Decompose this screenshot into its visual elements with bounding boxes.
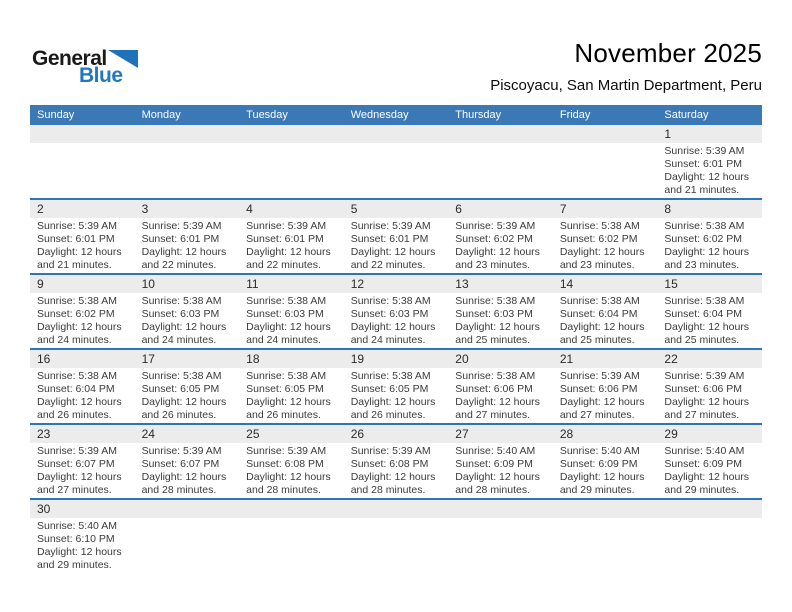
week-row-4	[30, 348, 762, 423]
day-number-empty	[135, 500, 240, 518]
day-details-row	[30, 143, 762, 198]
sunrise-text: Sunrise: 5:39 AM	[559, 370, 640, 382]
daylight-text: Daylight: 12 hours and 24 minutes.	[350, 321, 436, 346]
daylight-text: Daylight: 12 hours and 23 minutes.	[455, 246, 540, 271]
day-cell-6	[448, 218, 553, 273]
day-cell-14	[553, 293, 658, 348]
weekday-header-saturday: Saturday	[664, 109, 709, 121]
daylight-text: Daylight: 12 hours and 27 minutes.	[664, 396, 750, 421]
sunset-text: Sunset: 6:10 PM	[37, 533, 115, 545]
day-number-16: 16	[37, 352, 51, 366]
daylight-text: Daylight: 12 hours and 29 minutes.	[559, 471, 645, 496]
sunrise-text: Sunrise: 5:38 AM	[664, 220, 745, 232]
day-number-13: 13	[455, 277, 469, 291]
day-number-18: 18	[246, 352, 260, 366]
weekday-header-wednesday: Wednesday	[350, 109, 409, 121]
day-number-3: 3	[141, 202, 149, 216]
sunrise-text: Sunrise: 5:38 AM	[37, 295, 117, 307]
weekday-header-sunday: Sunday	[37, 109, 75, 121]
sunset-text: Sunset: 6:01 PM	[246, 233, 324, 245]
daylight-text: Daylight: 12 hours and 24 minutes.	[141, 321, 227, 346]
day-cell-17	[135, 368, 240, 423]
day-cell-empty	[657, 518, 762, 573]
day-cell-empty	[135, 143, 240, 198]
sunset-text: Sunset: 6:02 PM	[559, 233, 638, 245]
logo-text-general: General	[32, 47, 107, 70]
day-cell-19	[344, 368, 449, 423]
day-cell-15	[657, 293, 762, 348]
daylight-text: Daylight: 12 hours and 28 minutes.	[246, 471, 331, 496]
sunset-text: Sunset: 6:09 PM	[559, 458, 638, 470]
day-number-30: 30	[37, 502, 51, 516]
sunrise-text: Sunrise: 5:39 AM	[664, 145, 745, 157]
day-number-empty	[344, 500, 449, 518]
day-cell-empty	[344, 518, 449, 573]
daylight-text: Daylight: 12 hours and 27 minutes.	[455, 396, 540, 421]
sunset-text: Sunset: 6:04 PM	[664, 308, 743, 320]
daylight-text: Daylight: 12 hours and 21 minutes.	[664, 171, 750, 196]
daylight-text: Daylight: 12 hours and 26 minutes.	[37, 396, 122, 421]
sunrise-text: Sunrise: 5:39 AM	[455, 220, 536, 232]
day-number-1: 1	[664, 127, 672, 141]
day-number-6: 6	[455, 202, 462, 216]
title-block	[490, 38, 762, 94]
sunset-text: Sunset: 6:05 PM	[141, 383, 220, 395]
daylight-text: Daylight: 12 hours and 28 minutes.	[141, 471, 227, 496]
day-cell-26	[344, 443, 449, 498]
day-cell-empty	[30, 143, 135, 198]
sunrise-text: Sunrise: 5:39 AM	[246, 220, 327, 232]
sunset-text: Sunset: 6:02 PM	[37, 308, 115, 320]
day-cell-empty	[553, 518, 658, 573]
day-number-band	[30, 125, 762, 143]
day-cell-1	[657, 143, 762, 198]
general-blue-logo	[32, 48, 162, 86]
sunrise-text: Sunrise: 5:38 AM	[246, 370, 327, 382]
day-number-2: 2	[37, 202, 44, 216]
page-header	[30, 38, 762, 100]
daylight-text: Daylight: 12 hours and 27 minutes.	[37, 471, 122, 496]
day-number-7: 7	[559, 202, 567, 216]
sunrise-text: Sunrise: 5:39 AM	[664, 370, 745, 382]
sunrise-text: Sunrise: 5:38 AM	[455, 370, 536, 382]
day-number-9: 9	[37, 277, 44, 291]
daylight-text: Daylight: 12 hours and 21 minutes.	[37, 246, 122, 271]
day-number-empty	[30, 125, 135, 143]
sunset-text: Sunset: 6:02 PM	[455, 233, 533, 245]
calendar-weeks	[30, 125, 762, 573]
day-number-band	[30, 200, 762, 218]
day-cell-4	[239, 218, 344, 273]
sunrise-text: Sunrise: 5:40 AM	[559, 445, 640, 457]
day-number-empty	[448, 125, 553, 143]
day-number-11: 11	[246, 277, 259, 291]
week-row-2	[30, 198, 762, 273]
day-number-empty	[344, 125, 449, 143]
day-cell-18	[239, 368, 344, 423]
day-number-15: 15	[664, 277, 678, 291]
day-details-row	[30, 368, 762, 423]
weekday-header-tuesday: Tuesday	[246, 109, 288, 121]
sunrise-text: Sunrise: 5:38 AM	[455, 295, 536, 307]
day-number-20: 20	[455, 352, 469, 366]
day-cell-22	[657, 368, 762, 423]
sunset-text: Sunset: 6:09 PM	[664, 458, 743, 470]
day-number-12: 12	[350, 277, 365, 291]
weekday-header-row	[30, 105, 762, 125]
logo-text-blue: Blue	[79, 64, 123, 87]
day-cell-25	[239, 443, 344, 498]
sunset-text: Sunset: 6:04 PM	[559, 308, 638, 320]
day-number-empty	[239, 125, 344, 143]
sunset-text: Sunset: 6:07 PM	[141, 458, 220, 470]
day-cell-empty	[239, 518, 344, 573]
day-number-empty	[239, 500, 344, 518]
day-details-row	[30, 293, 762, 348]
sunset-text: Sunset: 6:01 PM	[350, 233, 429, 245]
sunrise-text: Sunrise: 5:39 AM	[350, 445, 431, 457]
day-number-empty	[657, 500, 762, 518]
day-number-band	[30, 350, 762, 368]
sunset-text: Sunset: 6:03 PM	[455, 308, 533, 320]
sunrise-text: Sunrise: 5:39 AM	[246, 445, 327, 457]
day-details-row	[30, 443, 762, 498]
day-number-25: 25	[246, 427, 260, 441]
day-cell-empty	[135, 518, 240, 573]
day-number-empty	[553, 125, 658, 143]
sunrise-text: Sunrise: 5:39 AM	[37, 220, 117, 232]
week-row-3	[30, 273, 762, 348]
day-number-empty	[553, 500, 658, 518]
day-cell-8	[657, 218, 762, 273]
sunset-text: Sunset: 6:08 PM	[350, 458, 429, 470]
day-number-23: 23	[37, 427, 51, 441]
sunrise-text: Sunrise: 5:38 AM	[141, 295, 222, 307]
daylight-text: Daylight: 12 hours and 29 minutes.	[664, 471, 750, 496]
day-cell-empty	[553, 143, 658, 198]
sunset-text: Sunset: 6:01 PM	[664, 158, 743, 170]
day-number-29: 29	[664, 427, 678, 441]
sunset-text: Sunset: 6:06 PM	[559, 383, 638, 395]
week-row-5	[30, 423, 762, 498]
calendar-grid	[30, 105, 762, 573]
sunset-text: Sunset: 6:03 PM	[350, 308, 429, 320]
sunset-text: Sunset: 6:05 PM	[246, 383, 324, 395]
sunset-text: Sunset: 6:01 PM	[37, 233, 115, 245]
sunrise-text: Sunrise: 5:38 AM	[664, 295, 745, 307]
sunset-text: Sunset: 6:06 PM	[455, 383, 533, 395]
day-number-26: 26	[350, 427, 365, 441]
day-number-band	[30, 500, 762, 518]
day-cell-empty	[448, 143, 553, 198]
daylight-text: Daylight: 12 hours and 22 minutes.	[246, 246, 331, 271]
daylight-text: Daylight: 12 hours and 23 minutes.	[559, 246, 645, 271]
week-row-6	[30, 498, 762, 573]
day-cell-27	[448, 443, 553, 498]
sunset-text: Sunset: 6:02 PM	[664, 233, 743, 245]
day-cell-10	[135, 293, 240, 348]
day-cell-30	[30, 518, 135, 573]
sunset-text: Sunset: 6:08 PM	[246, 458, 324, 470]
sunset-text: Sunset: 6:03 PM	[246, 308, 324, 320]
week-row-1	[30, 125, 762, 198]
day-number-5: 5	[350, 202, 358, 216]
day-number-14: 14	[559, 277, 574, 291]
day-number-19: 19	[350, 352, 365, 366]
sunset-text: Sunset: 6:07 PM	[37, 458, 115, 470]
day-cell-2	[30, 218, 135, 273]
month-title: November 2025	[574, 38, 762, 68]
sunrise-text: Sunrise: 5:40 AM	[664, 445, 745, 457]
sunset-text: Sunset: 6:03 PM	[141, 308, 220, 320]
daylight-text: Daylight: 12 hours and 22 minutes.	[141, 246, 227, 271]
sunrise-text: Sunrise: 5:40 AM	[37, 520, 117, 532]
day-cell-29	[657, 443, 762, 498]
day-cell-20	[448, 368, 553, 423]
day-cell-12	[344, 293, 449, 348]
day-number-28: 28	[559, 427, 574, 441]
day-number-24: 24	[141, 427, 155, 441]
sunset-text: Sunset: 6:04 PM	[37, 383, 115, 395]
day-number-17: 17	[141, 352, 155, 366]
daylight-text: Daylight: 12 hours and 28 minutes.	[350, 471, 436, 496]
day-number-empty	[135, 125, 240, 143]
day-cell-9	[30, 293, 135, 348]
day-number-10: 10	[141, 277, 155, 291]
daylight-text: Daylight: 12 hours and 26 minutes.	[246, 396, 331, 421]
day-cell-21	[553, 368, 658, 423]
sunrise-text: Sunrise: 5:39 AM	[141, 445, 222, 457]
weekday-header-thursday: Thursday	[455, 109, 502, 121]
day-cell-24	[135, 443, 240, 498]
sunset-text: Sunset: 6:01 PM	[141, 233, 220, 245]
day-cell-28	[553, 443, 658, 498]
daylight-text: Daylight: 12 hours and 26 minutes.	[350, 396, 436, 421]
sunrise-text: Sunrise: 5:38 AM	[350, 370, 431, 382]
daylight-text: Daylight: 12 hours and 22 minutes.	[350, 246, 436, 271]
day-number-21: 21	[559, 352, 574, 366]
sunrise-text: Sunrise: 5:38 AM	[141, 370, 222, 382]
day-number-8: 8	[664, 202, 672, 216]
sunrise-text: Sunrise: 5:39 AM	[141, 220, 222, 232]
daylight-text: Daylight: 12 hours and 26 minutes.	[141, 396, 227, 421]
day-number-4: 4	[246, 202, 253, 216]
sunset-text: Sunset: 6:06 PM	[664, 383, 743, 395]
sunrise-text: Sunrise: 5:38 AM	[350, 295, 431, 307]
day-details-row	[30, 518, 762, 573]
daylight-text: Daylight: 12 hours and 23 minutes.	[664, 246, 750, 271]
weekday-header-friday: Friday	[559, 109, 591, 121]
sunrise-text: Sunrise: 5:38 AM	[246, 295, 327, 307]
sunset-text: Sunset: 6:05 PM	[350, 383, 429, 395]
day-cell-5	[344, 218, 449, 273]
day-cell-empty	[344, 143, 449, 198]
daylight-text: Daylight: 12 hours and 24 minutes.	[246, 321, 331, 346]
daylight-text: Daylight: 12 hours and 27 minutes.	[559, 396, 645, 421]
day-cell-23	[30, 443, 135, 498]
day-number-band	[30, 425, 762, 443]
daylight-text: Daylight: 12 hours and 28 minutes.	[455, 471, 540, 496]
daylight-text: Daylight: 12 hours and 29 minutes.	[37, 546, 122, 571]
day-number-27: 27	[455, 427, 469, 441]
daylight-text: Daylight: 12 hours and 25 minutes.	[559, 321, 645, 346]
sunrise-text: Sunrise: 5:39 AM	[37, 445, 117, 457]
location-subtitle: Piscoyacu, San Martin Department, Peru	[490, 77, 762, 94]
daylight-text: Daylight: 12 hours and 25 minutes.	[664, 321, 750, 346]
day-cell-16	[30, 368, 135, 423]
sunrise-text: Sunrise: 5:39 AM	[350, 220, 431, 232]
day-details-row	[30, 218, 762, 273]
sunrise-text: Sunrise: 5:40 AM	[455, 445, 536, 457]
day-number-empty	[448, 500, 553, 518]
day-cell-3	[135, 218, 240, 273]
day-cell-empty	[448, 518, 553, 573]
daylight-text: Daylight: 12 hours and 25 minutes.	[455, 321, 540, 346]
sunrise-text: Sunrise: 5:38 AM	[559, 220, 640, 232]
day-cell-11	[239, 293, 344, 348]
day-cell-13	[448, 293, 553, 348]
day-cell-empty	[239, 143, 344, 198]
day-number-22: 22	[664, 352, 678, 366]
day-number-band	[30, 275, 762, 293]
sunset-text: Sunset: 6:09 PM	[455, 458, 533, 470]
day-cell-7	[553, 218, 658, 273]
sunrise-text: Sunrise: 5:38 AM	[559, 295, 640, 307]
sunrise-text: Sunrise: 5:38 AM	[37, 370, 117, 382]
weekday-header-monday: Monday	[141, 109, 181, 121]
daylight-text: Daylight: 12 hours and 24 minutes.	[37, 321, 122, 346]
